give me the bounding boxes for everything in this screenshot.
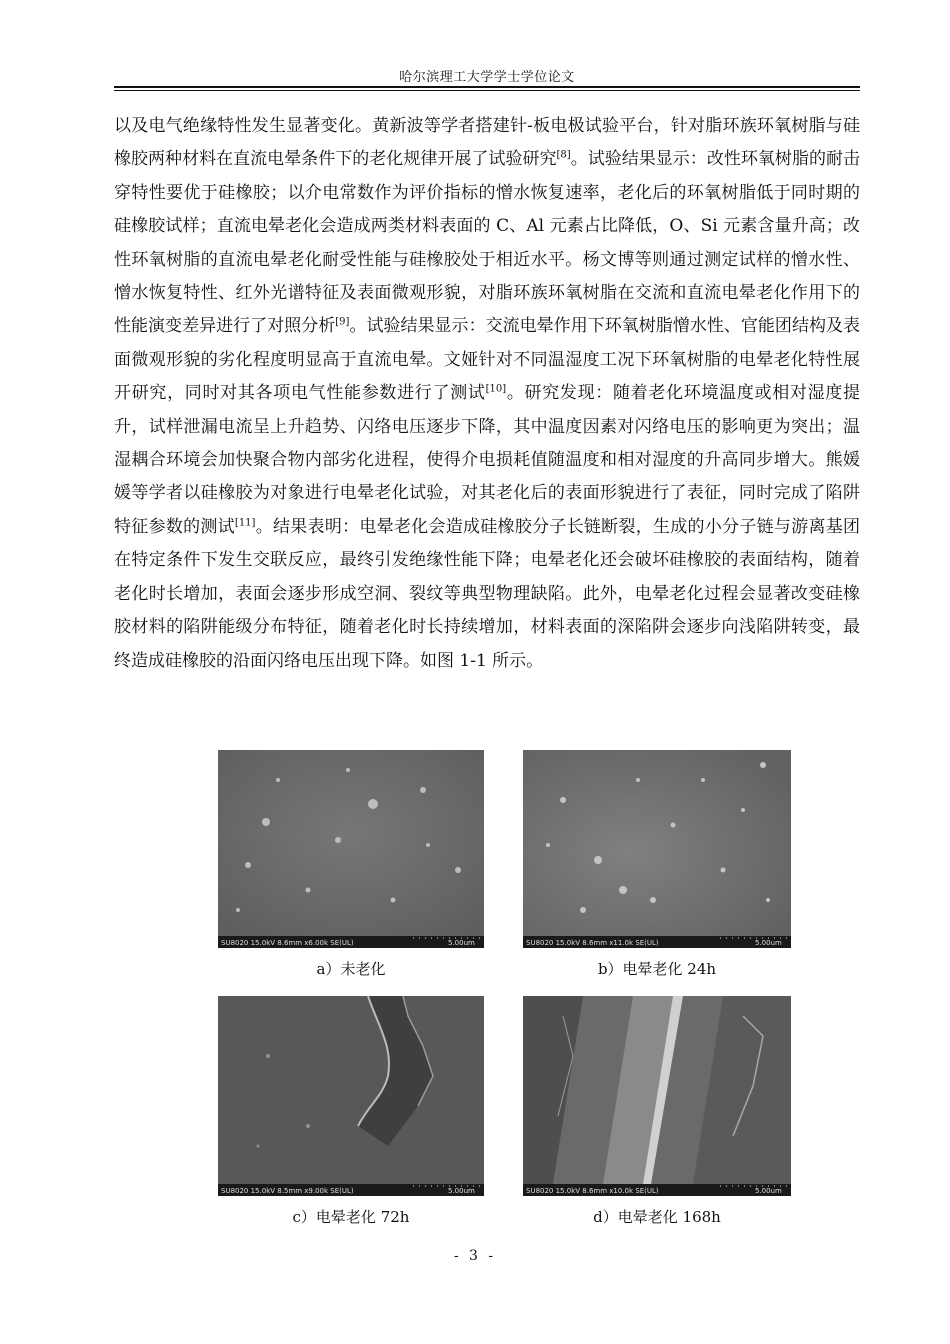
sem-info-label: SU8020 15.0kV 8.6mm x11.0k SE(UL): [526, 939, 659, 947]
citation-ref: [11]: [234, 517, 256, 529]
text-segment: 。试验结果显示：改性环氧树脂的耐击穿特性要优于硅橡胶；以介电常数作为评价指标的憎水恢复速率，老化后的环氧树脂低于同时期的硅橡胶试样；直流电晕老化会造成两类材料表面的 C、Al 元素占比降低，O、Si 元素含量升高；改性环氧树脂的直流电晕老化耐受性能与硅橡胶处于相近水平。杨文博等则通过测定试样的憎水性、憎水恢复特性、红外光谱特征及表面微观形貌，对脂环族环氧树脂在交流和直流电晕老化作用下的性能演变差异进行了对照分析: [114, 149, 860, 337]
header-rule-thin: [114, 90, 860, 91]
text-segment: 。试验结果显示：交流电晕作用下环氧树脂憎水性、官能团结构及表面微观形貌的劣化程度明显高于直流电晕。文娅针对不同温湿度工况下环氧树脂的电晕老化特性展开研究，同时对其各项电气性能参数进行了测试: [114, 316, 860, 404]
scale-label: 5.00um: [448, 1187, 475, 1195]
running-header: 哈尔滨理工大学学士学位论文: [399, 70, 575, 85]
citation-ref: [10]: [485, 383, 507, 395]
sem-image-d: [523, 996, 791, 1196]
sem-info-label: SU8020 15.0kV 8.5mm x9.00k SE(UL): [221, 1187, 354, 1195]
scale-label: 5.00um: [448, 939, 475, 947]
figure-caption-d: d）电晕老化 168h: [593, 1208, 721, 1226]
header-rule-thick: [114, 86, 860, 88]
citation-ref: [8]: [556, 149, 571, 161]
text-segment: 。研究发现：随着老化环境温度或相对湿度提升，试样泄漏电流呈上升趋势、闪络电压逐步下降，其中温度因素对闪络电压的影响更为突出；温湿耦合环境会加快聚合物内部劣化进程，使得介电损耗值随温度和相对湿度的升高同步增大。熊媛媛等学者以硅橡胶为对象进行电晕老化试验，对其老化后的表面形貌进行了表征，同时完成了陷阱特征参数的测试: [114, 383, 861, 537]
page-number: - 3 -: [453, 1248, 497, 1264]
figure-caption-b: b）电晕老化 24h: [597, 960, 717, 978]
citation-ref: [9]: [335, 316, 350, 328]
scale-label: 5.00um: [755, 1187, 782, 1195]
body-paragraph: [114, 110, 860, 678]
text-segment: 。结果表明：电晕老化会造成硅橡胶分子长链断裂，生成的小分子链与游离基团在特定条件下发生交联反应，最终引发绝缘性能下降；电晕老化还会破坏硅橡胶的表面结构，随着老化时长增加，表面会逐步形成空洞、裂纹等典型物理缺陷。此外，电晕老化过程会显著改变硅橡胶材料的陷阱能级分布特征，随着老化时长持续增加，材料表面的深陷阱会逐步向浅陷阱转变，最终造成硅橡胶的沿面闪络电压出现下降。如图 1-1 所示。: [114, 516, 861, 671]
sem-image-a: [218, 750, 484, 948]
sem-image-c: [218, 996, 484, 1196]
figure-caption-a: a）未老化: [316, 960, 386, 978]
sem-info-label: SU8020 15.0kV 8.6mm x10.0k SE(UL): [526, 1187, 659, 1195]
sem-info-label: SU8020 15.0kV 8.6mm x6.00k SE(UL): [221, 939, 354, 947]
text-segment: 以及电气绝缘特性发生显著变化。黄新波等学者搭建针-板电极试验平台，针对脂环族环氧树脂与硅橡胶两种材料在直流电晕条件下的老化规律开展了试验研究: [114, 116, 860, 170]
figure-caption-c: c）电晕老化 72h: [292, 1208, 410, 1226]
scale-label: 5.00um: [755, 939, 782, 947]
sem-image-b: [523, 750, 791, 948]
